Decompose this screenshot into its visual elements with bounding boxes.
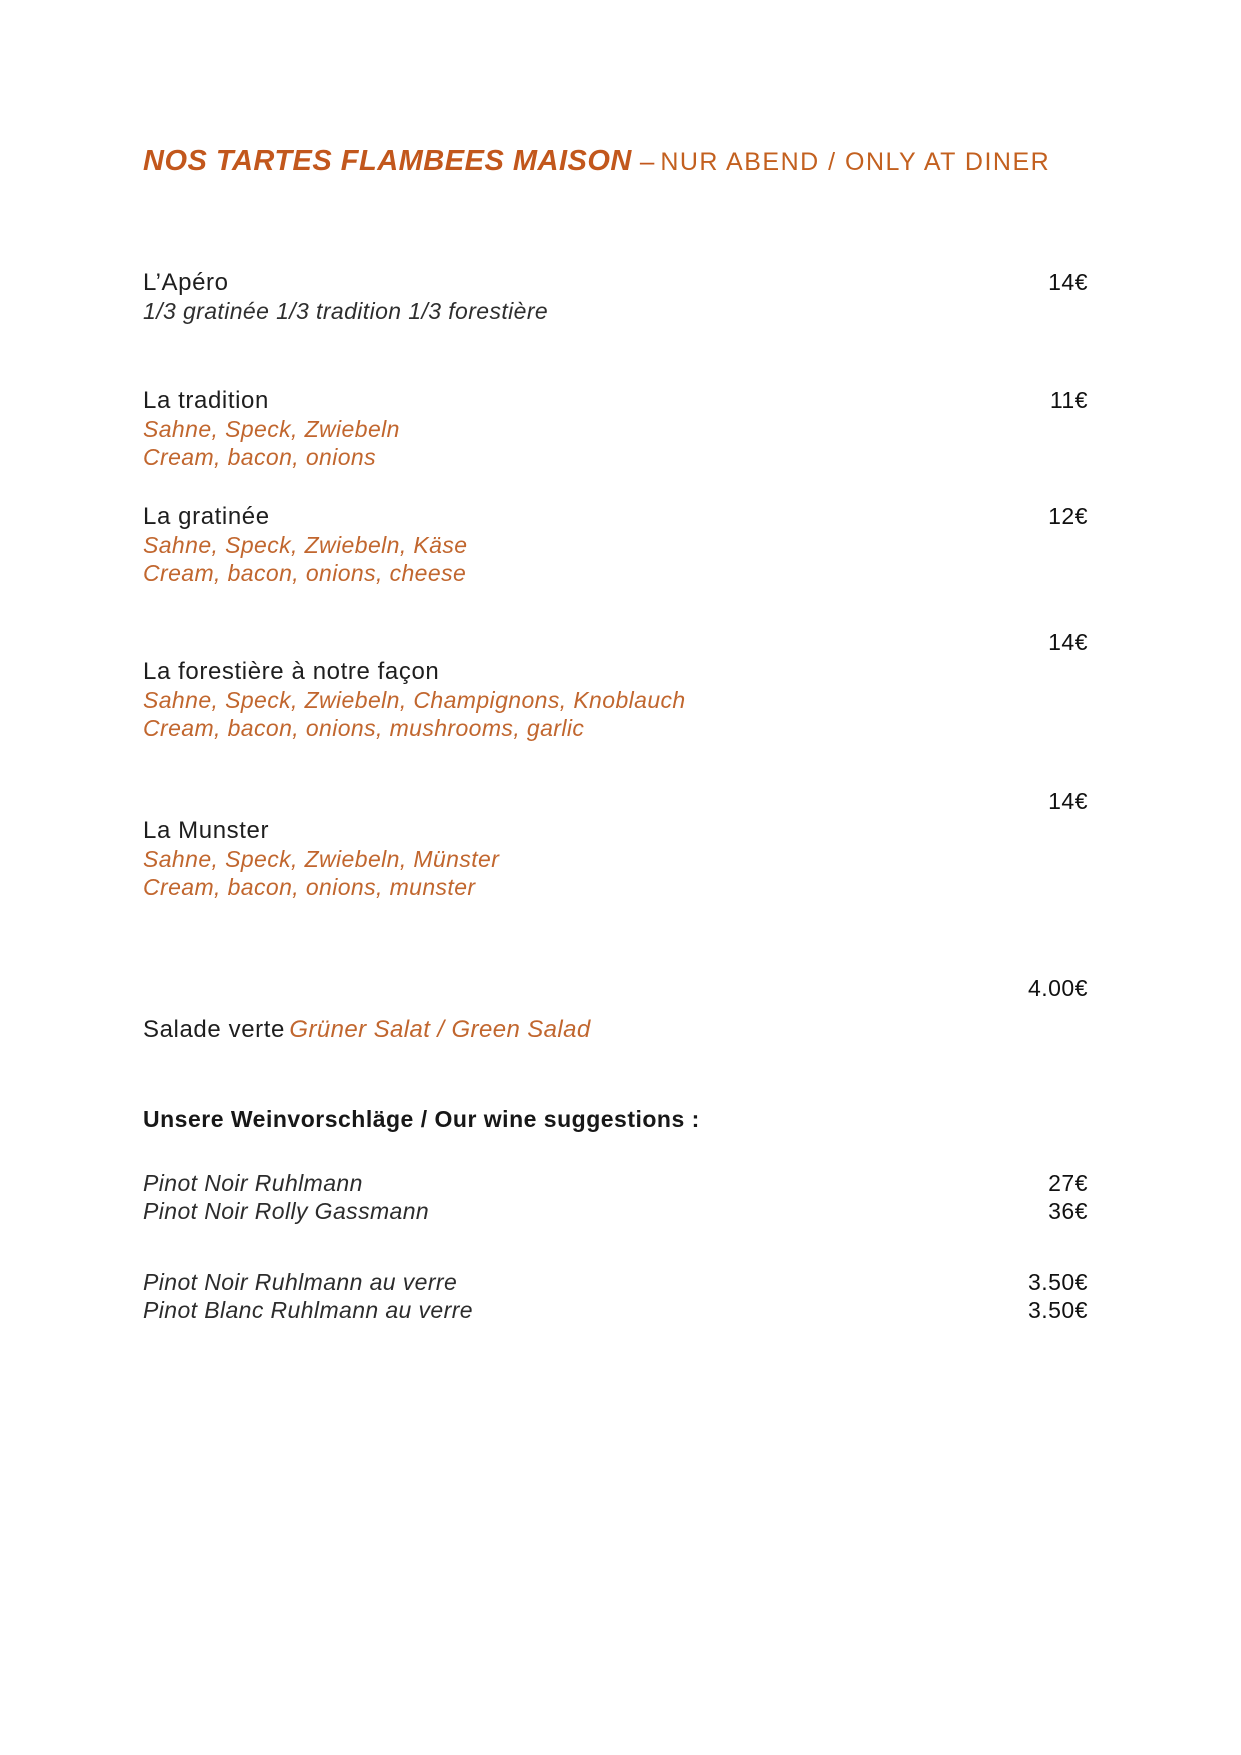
item-price: 11€ [1049, 387, 1088, 413]
item-description-german: Sahne, Speck, Zwiebeln [143, 416, 400, 442]
item-note: 1/3 gratinée 1/3 tradition 1/3 forestière [143, 298, 549, 324]
menu-item-forestiere [143, 658, 1088, 686]
wine-glass-list [143, 1268, 1088, 1324]
item-description-english: Cream, bacon, onions [143, 444, 377, 470]
item-description-english: Cream, bacon, onions, munster [143, 874, 476, 900]
item-name: L’Apéro [143, 269, 229, 296]
wine-row [143, 1197, 1088, 1225]
item-price: 14€ [1048, 629, 1088, 655]
item-description-english: Cream, bacon, onions, mushrooms, garlic [143, 715, 585, 741]
menu-content [143, 0, 1088, 1324]
wine-row [143, 1296, 1088, 1324]
wine-price: 27€ [1048, 1170, 1088, 1196]
wine-row [143, 1169, 1088, 1197]
wine-price: 36€ [1048, 1198, 1088, 1224]
item-name: La forestière à notre façon [143, 658, 440, 685]
item-price: 14€ [1048, 788, 1088, 814]
item-description-english: Cream, bacon, onions, cheese [143, 560, 467, 586]
section-subtitle: NUR ABEND / ONLY AT DINER [660, 148, 1051, 176]
menu-item-forestiere-price-line [143, 630, 1088, 658]
menu-item-apero [143, 268, 1088, 297]
item-name: La gratinée [143, 503, 270, 530]
wine-row [143, 1268, 1088, 1296]
item-price: 4.00€ [1027, 975, 1088, 1001]
menu-item-salad [143, 1016, 1088, 1047]
wine-bottle-list [143, 1169, 1088, 1225]
menu-item-tradition [143, 386, 1088, 415]
item-name: La Munster [143, 817, 270, 844]
salad-price-line [143, 976, 1088, 1004]
item-description-german: Sahne, Speck, Zwiebeln, Münster [143, 846, 500, 872]
wine-price: 3.50€ [1027, 1269, 1088, 1295]
item-price: 12€ [1048, 503, 1088, 529]
wine-name: Pinot Noir Rolly Gassmann [143, 1198, 430, 1224]
item-description-german: Sahne, Speck, Zwiebeln, Champignons, Knoblauch [143, 687, 686, 713]
item-description-german: Sahne, Speck, Zwiebeln, Käse [143, 532, 468, 558]
item-price: 14€ [1048, 269, 1088, 295]
section-title-separator: – [639, 146, 655, 176]
section-header [143, 145, 1088, 182]
menu-item-gratinee [143, 502, 1088, 531]
wine-price: 3.50€ [1027, 1297, 1088, 1323]
wine-name: Pinot Blanc Ruhlmann au verre [143, 1297, 473, 1323]
wine-name: Pinot Noir Ruhlmann au verre [143, 1269, 458, 1295]
item-name: Salade verte [143, 1016, 285, 1043]
menu-item-munster [143, 817, 1088, 845]
menu-item-munster-price-line [143, 789, 1088, 817]
section-title: NOS TARTES FLAMBEES MAISON [143, 145, 632, 177]
wine-name: Pinot Noir Ruhlmann [143, 1170, 363, 1196]
wine-section-heading: Unsere Weinvorschläge / Our wine suggestions : [143, 1106, 700, 1132]
item-translation: Grüner Salat / Green Salad [289, 1016, 591, 1043]
item-name: La tradition [143, 387, 269, 414]
